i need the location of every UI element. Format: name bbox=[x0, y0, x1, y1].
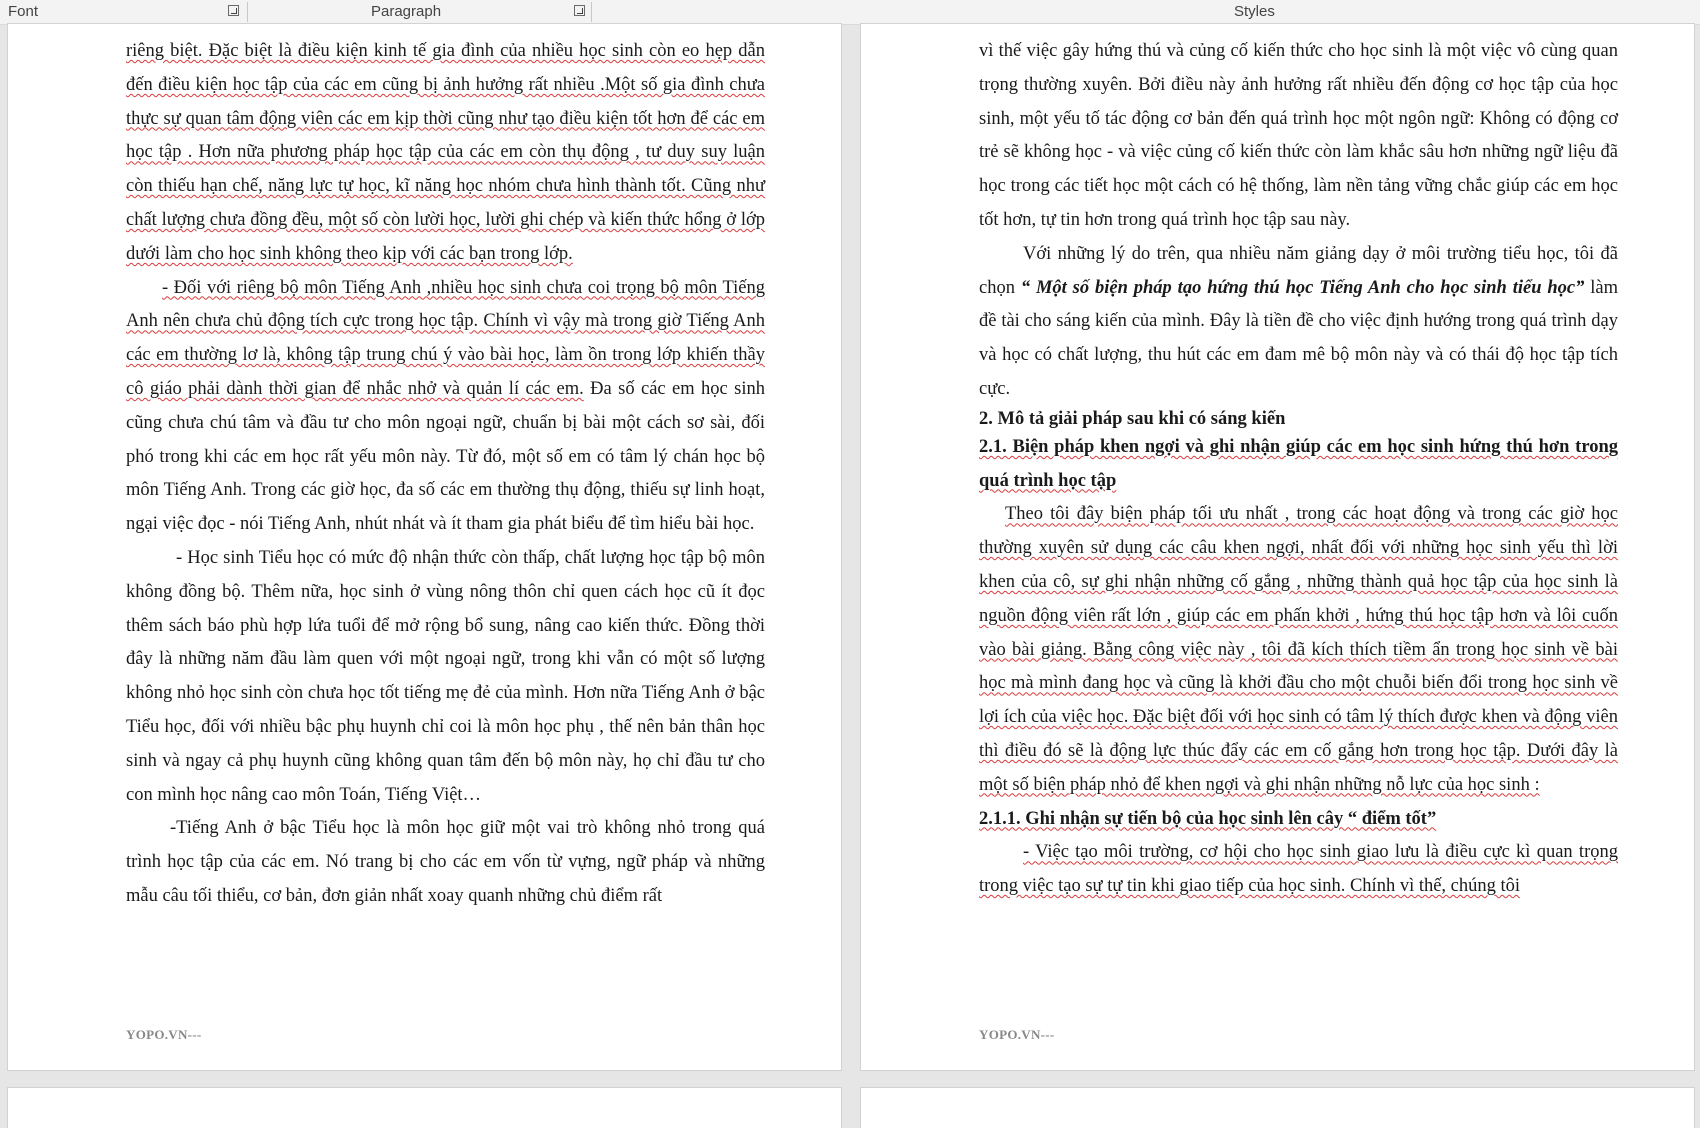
subsubsection-heading[interactable]: 2.1.1. Ghi nhận sự tiến bộ của học sinh lên cây “ điểm tốt” bbox=[979, 808, 1437, 829]
styles-group-label: Styles bbox=[1234, 3, 1275, 20]
ribbon-group-paragraph bbox=[248, 0, 592, 24]
font-group-label: Font bbox=[8, 3, 39, 20]
page-footer: YOPO.VN--- bbox=[126, 1027, 202, 1042]
paragraph-text: làm đề tài cho sáng kiến của mình. Đây là tiền đề cho việc định hướng trong quá trình dạy và học có chất lượng, thu hút các em đam mê bộ môn này và có thái độ học tập tích cực. bbox=[979, 277, 1618, 399]
document-page-next-left[interactable] bbox=[8, 1088, 841, 1128]
section-heading[interactable]: 2. Mô tả giải pháp sau khi có sáng kiến bbox=[979, 408, 1286, 429]
subsection-heading[interactable]: 2.1. Biện pháp khen ngợi và ghi nhận giúp các em học sinh hứng thú hơn trong quá trình học tập bbox=[979, 436, 1618, 491]
paragraph-dialog-launcher-icon[interactable] bbox=[574, 5, 585, 16]
font-dialog-launcher-icon[interactable] bbox=[228, 5, 239, 16]
ribbon-group-labels bbox=[0, 0, 1700, 25]
paragraph[interactable] bbox=[126, 272, 765, 542]
document-page-right[interactable] bbox=[861, 24, 1694, 1070]
paragraph-text: Đa số các em học sinh cũng chưa chú tâm và đầu tư cho môn ngoại ngữ, chuẩn bị bài một cách sơ sài, đối phó trong khi các em học rất yếu môn này. Từ đó, một số em có tâm lý chán học bộ môn Tiếng Anh. Trong các giờ học, đa số các em thường thụ động, thiếu sự linh hoạt, ngại việc đọc - nói Tiếng Anh, nhút nhát và ít tham gia phát biểu để tìm hiểu bài học. bbox=[126, 378, 765, 535]
paragraph[interactable] bbox=[979, 238, 1618, 407]
paragraph-group-label: Paragraph bbox=[371, 3, 442, 20]
document-page-left[interactable] bbox=[8, 24, 841, 1070]
paragraph[interactable]: vì thế việc gây hứng thú và củng cố kiến thức cho học sinh là một việc vô cùng quan trọng thường xuyên. Bởi điều này ảnh hưởng rất nhiều đến động cơ học tập của học sinh, một yếu tố tác động cơ bản đến quá trình học một ngôn ngữ: Không có động cơ trẻ sẽ không học - và việc củng cố kiến thức còn làm khắc sâu hơn những ngữ liệu đã học trong các tiết học một cách có hệ thống, làm nền tảng vững chắc giúp các em học tốt hơn, tự tin hơn trong quá trình học tập sau này. bbox=[979, 41, 1618, 230]
ribbon-group-styles bbox=[592, 0, 1700, 24]
ribbon-group-font bbox=[0, 0, 248, 24]
paragraph[interactable]: Theo tôi đây biện pháp tối ưu nhất , trong các hoạt động và trong các giờ học thường xuyên sử dụng các câu khen ngợi, nhất đối với những học sinh yếu thì lời khen của cô, sự ghi nhận những cố gắng , những thành quả học tập của học sinh là nguồn động viên rất lớn , giúp các em phấn khởi , hứng thú học tập hơn và lôi cuốn vào bài giảng. Bằng công việc này , tôi đã kích thích tiềm ẩn trong học sinh về bài học mà mình đang học và cũng là khởi đầu cho một chuỗi biến đổi trong học sinh về lợi ích của việc học. Đặc biệt đối với học sinh có tâm lý thích được khen và động viên thì điều đó sẽ là động lực thúc đẩy các em cố gắng hơn trong học tập. Dưới đây là một số biện pháp nhỏ để khen ngợi và ghi nhận những nỗ lực của học sinh : bbox=[979, 504, 1618, 795]
paragraph-text: - Đối với riêng bộ môn Tiếng Anh ,nhiều học sinh chưa coi trọng bộ môn Tiếng Anh nên chưa chủ động tích cực trong học tập. Chính vì vậy mà trong giờ Tiếng Anh các em thường lơ là, không tập trung chú ý vào bài học, làm ồn trong lớp khiến thầy cô giáo phải dành thời gian để nhắc nhở và quản lí các em. bbox=[126, 277, 765, 399]
page-left-body[interactable] bbox=[126, 35, 765, 914]
document-page-next-right[interactable] bbox=[861, 1088, 1694, 1128]
page-footer: YOPO.VN--- bbox=[979, 1027, 1055, 1042]
page-right-body[interactable] bbox=[979, 35, 1618, 904]
paragraph[interactable]: riêng biệt. Đặc biệt là điều kiện kinh tế gia đình của nhiều học sinh còn eo hẹp dẫn đến điều kiện học tập của các em cũng bị ảnh hưởng rất nhiều .Một số gia đình chưa thực sự quan tâm động viên các em kịp thời cũng như tạo điều kiện tốt hơn để các em học tập . Hơn nữa phương pháp học tập của các em còn thụ động , tư duy suy luận còn thiếu hạn chế, năng lực tự học, kĩ năng học nhóm chưa hình thành tốt. Cũng như chất lượng chưa đồng đều, một số còn lười học, lười ghi chép và kiến thức hổng ở lớp dưới làm cho học sinh không theo kịp với các bạn trong lớp. bbox=[126, 41, 765, 264]
paragraph[interactable]: -Tiếng Anh ở bậc Tiểu học là môn học giữ một vai trò không nhỏ trong quá trình học tập của các em. Nó trang bị cho các em vốn từ vựng, ngữ pháp và những mẫu câu tối thiểu, cơ bản, đơn giản nhất xoay quanh những chủ điểm rất bbox=[126, 818, 765, 906]
paragraph[interactable]: - Việc tạo môi trường, cơ hội cho học sinh giao lưu là điều cực kì quan trọng trong việc tạo sự tự tin khi giao tiếp của học sinh. Chính vì thế, chúng tôi bbox=[979, 842, 1618, 897]
topic-title: “ Một số biện pháp tạo hứng thú học Tiếng Anh cho học sinh tiểu học” bbox=[1020, 277, 1585, 298]
paragraph-text: Với những lý do trên, qua nhiều năm giảng dạy ở môi trường tiểu học, tôi đã chọn bbox=[979, 243, 1618, 298]
paragraph[interactable]: - Học sinh Tiểu học có mức độ nhận thức còn thấp, chất lượng học tập bộ môn không đồng bộ. Thêm nữa, học sinh ở vùng nông thôn chỉ quen cách học cũ ít đọc thêm sách báo phù hợp lứa tuổi để mở rộng bổ sung, nâng cao kiến thức. Đồng thời đây là những năm đầu làm quen với một ngoại ngữ, trong khi vẫn có một số lượng không nhỏ học sinh còn chưa học tốt tiếng mẹ đẻ của mình. Hơn nữa Tiếng Anh ở bậc Tiểu học, đối với nhiều bậc phụ huynh chỉ coi là môn học phụ , thế nên bản thân học sinh và ngay cả phụ huynh cũng không quan tâm đến bộ môn này, họ chỉ đầu tư cho con mình học nâng cao môn Toán, Tiếng Việt… bbox=[126, 547, 765, 805]
